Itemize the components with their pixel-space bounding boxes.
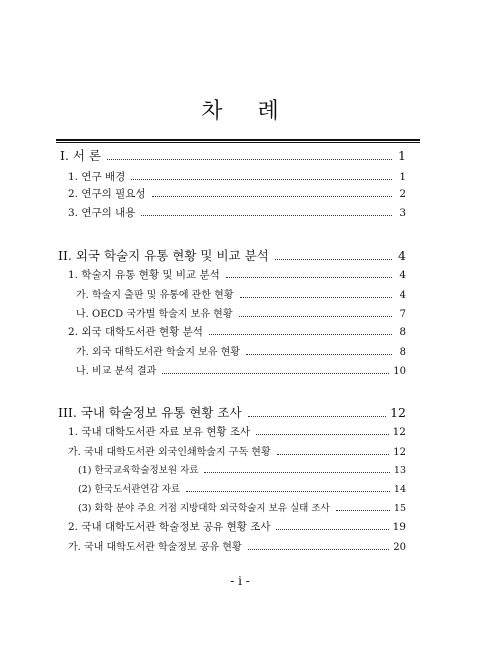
toc-entry-page: 4 — [399, 269, 406, 281]
dot-leader — [256, 434, 388, 435]
toc-entry-page: 19 — [392, 521, 406, 533]
toc-entry-label: (1) 한국교육학술정보원 자료 — [78, 465, 199, 476]
toc-entry-3-1-a-3[interactable] — [78, 500, 406, 514]
toc-entry-page: 1 — [398, 148, 406, 163]
toc-entry-3-1-a[interactable] — [68, 443, 406, 458]
toc-entry-2-1-a[interactable] — [76, 286, 406, 301]
toc-entry-page: 14 — [393, 484, 406, 495]
toc-entry-label: I. 서 론 — [60, 148, 102, 163]
dot-leader — [209, 334, 392, 335]
toc-entry-page: 10 — [393, 366, 406, 377]
dot-leader — [131, 179, 392, 180]
toc-entry-label: III. 국내 학술정보 유통 현황 조사 — [58, 405, 242, 420]
dot-leader — [275, 259, 392, 260]
toc-entry-page: 4 — [398, 248, 406, 263]
toc-entry-page: 8 — [399, 326, 406, 338]
title-rule-thin — [56, 142, 420, 143]
toc-entry-chapter-2[interactable] — [58, 246, 406, 264]
toc-entry-page: 1 — [399, 171, 406, 183]
dot-leader — [277, 454, 390, 455]
toc-entry-page: 3 — [399, 207, 406, 219]
toc-entry-chapter-3[interactable] — [58, 403, 406, 421]
toc-entry-page: 15 — [393, 503, 406, 514]
dot-leader — [162, 373, 389, 374]
dot-leader — [336, 510, 390, 511]
toc-entry-label: 가. 국내 대학도서관 학술정보 공유 현황 — [68, 542, 242, 553]
toc-entry-label: 가. 국내 대학도서관 외국인쇄학술지 구독 현황 — [68, 447, 271, 458]
toc-entry-page: 7 — [399, 309, 406, 320]
dot-leader — [248, 416, 387, 417]
dot-leader — [186, 491, 390, 492]
toc-entry-label: (2) 한국도서관연감 자료 — [78, 484, 181, 495]
page-number-footer: - i - — [230, 574, 250, 588]
toc-entry-2-1-b[interactable] — [76, 305, 406, 320]
toc-entry-page: 12 — [390, 405, 406, 420]
toc-entry-3-1-a-1[interactable] — [78, 462, 406, 476]
toc-entry-2-2[interactable] — [68, 324, 406, 339]
dot-leader — [107, 159, 392, 160]
toc-entry-label: 1. 국내 대학도서관 자료 보유 현황 조사 — [68, 426, 251, 438]
toc-entry-page: 12 — [393, 447, 406, 458]
toc-entry-label: 2. 국내 대학도서관 학술정보 공유 현황 조사 — [68, 521, 271, 533]
dot-leader — [246, 354, 392, 355]
toc-entry-label: II. 외국 학술지 유통 현황 및 비교 분석 — [58, 248, 269, 263]
toc-entry-label: 3. 연구의 내용 — [68, 207, 136, 219]
dot-leader — [226, 277, 392, 278]
title-rule — [56, 139, 420, 141]
toc-entry-page: 12 — [392, 426, 406, 438]
toc-entry-page: 13 — [393, 465, 406, 476]
toc-entry-page: 20 — [393, 542, 406, 553]
toc-entry-label: 가. 외국 대학도서관 학술지 보유 현황 — [76, 347, 240, 358]
toc-entry-label: 가. 학술지 출판 및 유통에 관한 현황 — [76, 290, 234, 301]
toc-entry-1-3[interactable] — [68, 205, 406, 220]
toc-entry-label: 나. 비교 분석 결과 — [76, 366, 157, 377]
toc-entry-label: 나. OECD 국가별 학술지 보유 현황 — [76, 309, 233, 320]
dot-leader — [141, 215, 392, 216]
toc-entry-label: 1. 연구 배경 — [68, 171, 126, 183]
toc-entry-label: (3) 화학 분야 주요 거점 지방대학 외국학술지 보유 실태 조사 — [78, 503, 330, 514]
toc-entry-3-1[interactable] — [68, 424, 406, 439]
toc-entry-label: 1. 학술지 유통 현황 및 비교 분석 — [68, 269, 220, 281]
toc-entry-2-1[interactable] — [68, 267, 406, 282]
dot-leader — [204, 472, 389, 473]
toc-entry-2-2-a[interactable] — [76, 343, 406, 358]
dot-leader — [240, 297, 393, 298]
toc-entry-3-2[interactable] — [68, 519, 406, 534]
dot-leader — [239, 316, 393, 317]
toc-entry-3-2-a[interactable] — [68, 538, 406, 553]
toc-entry-label: 2. 연구의 필요성 — [68, 188, 146, 200]
toc-entry-1-2[interactable] — [68, 186, 406, 201]
toc-entry-page: 2 — [399, 188, 406, 200]
dot-leader — [152, 196, 392, 197]
dot-leader — [276, 529, 388, 530]
toc-entry-1-1[interactable] — [68, 169, 406, 184]
toc-entry-chapter-1[interactable] — [60, 146, 406, 164]
toc-entry-page: 8 — [399, 347, 406, 358]
page-title: 차 례 — [201, 99, 293, 124]
toc-entry-2-2-b[interactable] — [76, 362, 406, 377]
toc-entry-label: 2. 외국 대학도서관 현황 분석 — [68, 326, 203, 338]
toc-entry-3-1-a-2[interactable] — [78, 481, 406, 495]
toc-entry-page: 4 — [399, 290, 406, 301]
dot-leader — [248, 549, 390, 550]
